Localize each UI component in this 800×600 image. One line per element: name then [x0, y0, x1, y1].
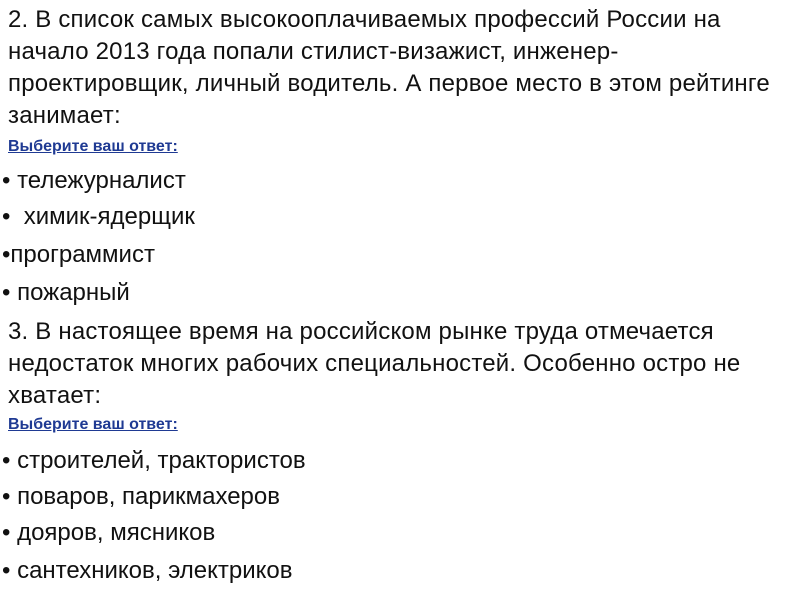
question-2-text: 2. В список самых высокооплачиваемых профессий России на начало 2013 года попали стилист-визажист, инженер-проектировщик, личный водитель. А первое место в этом рейтинге занимает:	[8, 6, 770, 129]
question-3-text: 3. В настоящее время на российском рынке труда отмечается недостаток многих рабочих специальностей. Особенно остро не хватает:	[8, 318, 741, 409]
answer-option-firefighter[interactable]: • пожарный	[2, 279, 130, 306]
answer-option-milkers-butchers[interactable]: • дояров, мясников	[2, 519, 216, 546]
answer-prompt-link[interactable]: Выберите ваш ответ:	[8, 416, 178, 433]
answer-option-nuclear-chemist[interactable]: • химик-ядерщик	[2, 203, 195, 230]
answer-option-plumbers-electricians[interactable]: • сантехников, электриков	[2, 557, 293, 584]
answer-option-programmer[interactable]: •программист	[2, 241, 155, 268]
answer-option-builders-tractor-drivers[interactable]: • строителей, трактористов	[2, 447, 306, 474]
answer-option-cooks-hairdressers[interactable]: • поваров, парикмахеров	[2, 483, 280, 510]
answer-prompt-link[interactable]: Выберите ваш ответ:	[8, 138, 178, 155]
answer-option-teleview-journalist[interactable]: • тележурналист	[2, 167, 186, 194]
